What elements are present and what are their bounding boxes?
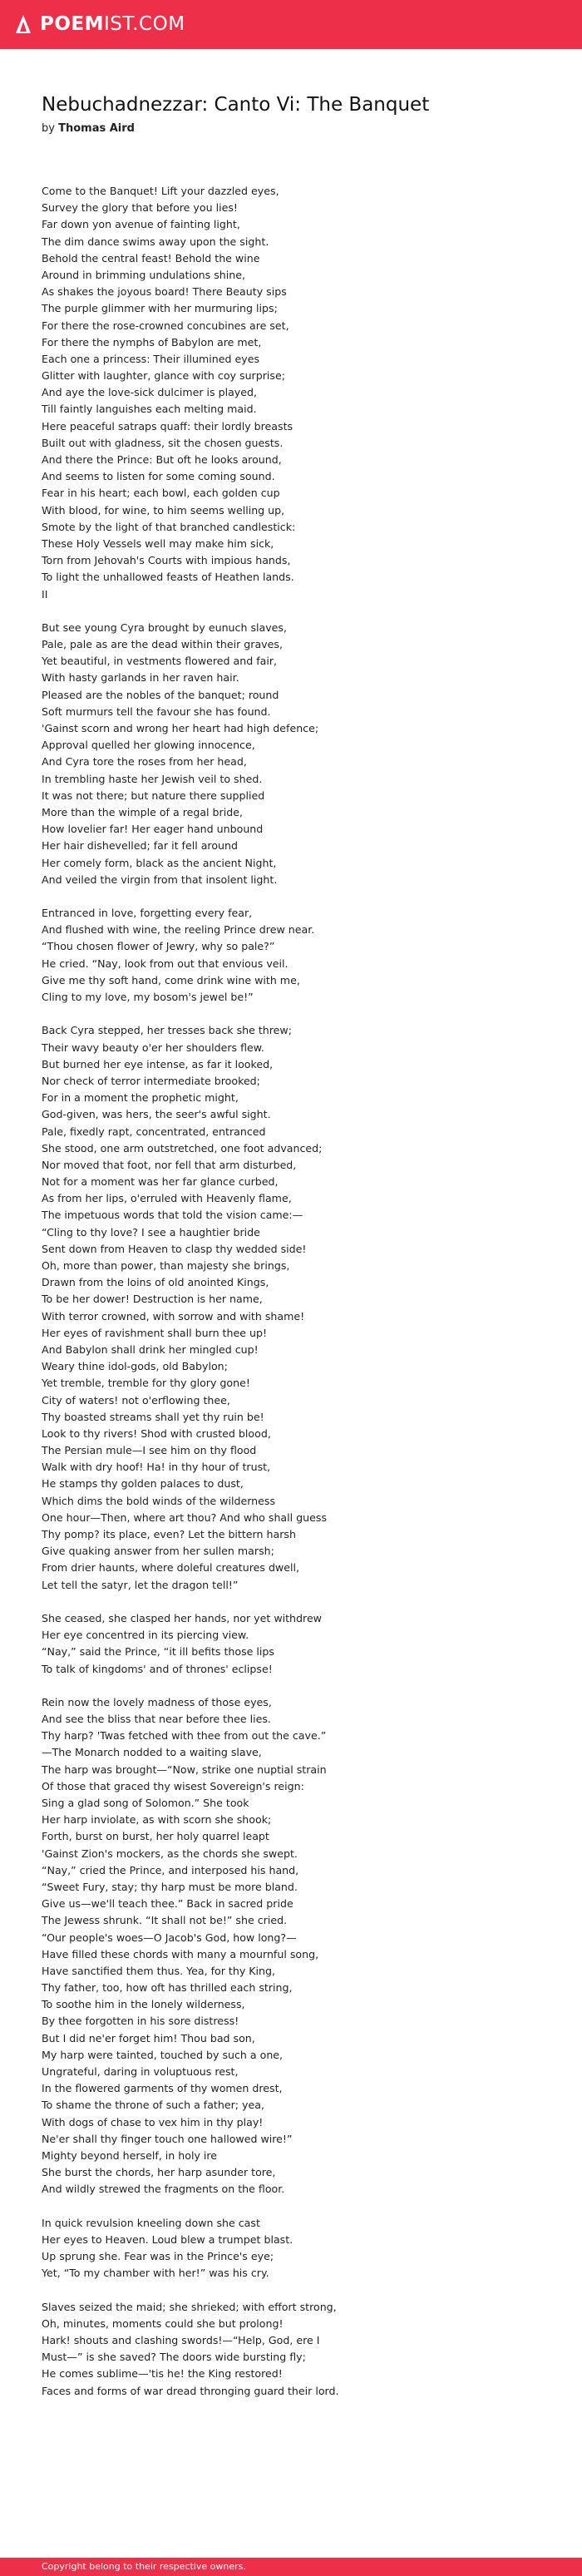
byline-prefix: by xyxy=(42,122,55,135)
poem-line: Sent down from Heaven to clasp thy wedded side! xyxy=(42,1242,307,1255)
poem-line: How lovelier far! Her eager hand unbound xyxy=(42,823,264,836)
poem-line: II xyxy=(42,587,48,601)
poem-line: Her eyes to Heaven. Loud blew a trumpet blast. xyxy=(42,2232,293,2246)
poem-line: Give us—we'll teach thee.” Back in sacred pride xyxy=(42,1897,293,1911)
poem-line: Of those that graced thy wisest Sovereign's reign: xyxy=(42,1779,304,1792)
poem-line: Thy father, too, how oft has thrilled each string, xyxy=(42,1981,293,1995)
poem-line: The Persian mule—I see him on thy flood xyxy=(42,1444,257,1457)
brand-bold: POEM xyxy=(40,13,105,35)
poem-line: Yet beautiful, in vestments flowered and fair, xyxy=(42,655,278,668)
poemist-logo-icon xyxy=(15,14,32,36)
poem-line: 'Gainst Zion's mockers, as the chords she swept. xyxy=(42,1847,298,1860)
poem-line: “Thou chosen flower of Jewry, why so pale?” xyxy=(42,940,275,953)
poem-line: Ungrateful, daring in voluptuous rest, xyxy=(42,2065,239,2078)
poem-line: Her eyes of ravishment shall burn thee up! xyxy=(42,1326,268,1339)
stanza-break xyxy=(42,2282,557,2298)
poem-line: Hark! shouts and clashing swords!—“Help, God, ere I xyxy=(42,2334,320,2346)
poem-line: Their wavy beauty o'er her shoulders flew. xyxy=(42,1041,264,1054)
poem-line: Yet, “To my chamber with her!” was his cry. xyxy=(42,2267,269,2280)
poem-line: And wildly strewed the fragments on the floor. xyxy=(42,2183,285,2196)
poem-line: He cried. “Nay, look from out that envious veil. xyxy=(42,957,289,970)
stanza-break xyxy=(42,1678,557,1694)
poem-line: To be her dower! Destruction is her name, xyxy=(42,1293,263,1306)
poem-line: Back Cyra stepped, her tresses back she threw; xyxy=(42,1024,292,1037)
poem-line: Pleased are the nobles of the banquet; round xyxy=(42,688,279,701)
poem-line: Drawn from the loins of old anointed Kings, xyxy=(42,1276,269,1289)
poem-line: Glitter with laughter, glance with coy surprise; xyxy=(42,369,285,383)
poem-line: Let tell the satyr, let the dragon tell!” xyxy=(42,1578,239,1591)
poem-line: Yet tremble, tremble for thy glory gone! xyxy=(42,1377,250,1390)
poem-line: Have filled these chords with many a mournful song, xyxy=(42,1947,319,1960)
poem-line: God-given, was hers, the seer's awful sight. xyxy=(42,1108,271,1121)
poem-line: And Cyra tore the roses from her head, xyxy=(42,755,247,769)
poem-line: The harp was brought—“Now, strike one nuptial strain xyxy=(42,1763,327,1776)
poem-line: To light the unhallowed feasts of Heathen lands. xyxy=(42,571,294,584)
poem-line: To shame the throne of such a father; yea, xyxy=(42,2099,264,2112)
stanza-break xyxy=(42,603,557,620)
poem-line: She stood, one arm outstretched, one foot advanced; xyxy=(42,1141,323,1155)
poem-line: “Nay,” cried the Prince, and interposed his hand, xyxy=(42,1863,299,1876)
poem-line: In the flowered garments of thy women drest, xyxy=(42,2082,283,2095)
poem-line: The purple glimmer with her murmuring lips; xyxy=(42,302,278,315)
poem-line: And veiled the virgin from that insolent light. xyxy=(42,873,278,886)
poem-line: In quick revulsion kneeling down she cast xyxy=(42,2216,260,2229)
poem-line: Her harp inviolate, as with scorn she shook; xyxy=(42,1813,272,1827)
poem-line: But burned her eye intense, as far it looked, xyxy=(42,1057,274,1070)
poem-line: And Babylon shall drink her mingled cup! xyxy=(42,1342,259,1356)
poem-line: But see young Cyra brought by eunuch slaves, xyxy=(42,621,287,634)
site-logo[interactable] xyxy=(15,0,185,49)
poem-line: Nor moved that foot, nor fell that arm disturbed, xyxy=(42,1158,297,1171)
poem-line: “Sweet Fury, stay; thy harp must be more bland. xyxy=(42,1880,298,1893)
poem-line: Mighty beyond herself, in holy ire xyxy=(42,2148,218,2162)
poem-line: With terror crowned, with sorrow and with shame! xyxy=(42,1309,305,1323)
poem-line: “Our people's woes—O Jacob's God, how long?— xyxy=(42,1931,297,1944)
poem-line: Give me thy soft hand, come drink wine with me, xyxy=(42,973,300,986)
poem-line: As shakes the joyous board! There Beauty sips xyxy=(42,285,287,299)
poem-line: And seems to listen for some coming sound. xyxy=(42,470,275,483)
poem-line: Thy harp? 'Twas fetched with thee from out the cave.” xyxy=(42,1729,327,1743)
poem-line: Thy pomp? its place, even? Let the bittern harsh xyxy=(42,1528,296,1540)
poem-line: The Jewess shrunk. “It shall not be!” she cried. xyxy=(42,1914,288,1927)
poem-line: For there the rose-crowned concubines are set, xyxy=(42,319,289,332)
poem-line: With blood, for wine, to him seems welling up, xyxy=(42,503,285,517)
poem-line: Forth, burst on burst, her holy quarrel leapt xyxy=(42,1830,269,1843)
poem-line: —The Monarch nodded to a waiting slave, xyxy=(42,1746,262,1759)
poem-line: With hasty garlands in her raven hair. xyxy=(42,671,239,685)
author-name[interactable]: Thomas Aird xyxy=(58,122,135,135)
poem-line: Must—” is she saved? The doors wide bursting fly; xyxy=(42,2351,306,2364)
poem-line: Smote by the light of that branched candlestick: xyxy=(42,520,296,533)
poem-line: Look to thy rivers! Shod with crusted blood, xyxy=(42,1426,271,1440)
poem-line: Oh, more than power, than majesty she brings, xyxy=(42,1259,290,1272)
poem-line: Her eye concentred in its piercing view. xyxy=(42,1629,249,1642)
poem-line: Walk with dry hoof! Ha! in thy hour of trust, xyxy=(42,1461,271,1474)
stanza-break xyxy=(42,1006,557,1022)
poem-line: By thee forgotten in his sore distress! xyxy=(42,2015,239,2028)
poem-line: Entranced in love, forgetting every fear, xyxy=(42,907,253,920)
poem-line: It was not there; but nature there supplied xyxy=(42,789,265,802)
poem-line: Survey the glory that before you lies! xyxy=(42,201,238,215)
poem-line: Come to the Banquet! Lift your dazzled eyes, xyxy=(42,185,279,197)
poem-line: 'Gainst scorn and wrong her heart had high defence; xyxy=(42,722,319,734)
copyright-notice: Copyright belong to their respective owners. xyxy=(42,2561,246,2572)
stanza-break xyxy=(42,2198,557,2215)
poem-line: Around in brimming undulations shine, xyxy=(42,268,245,281)
poem-line: And flushed with wine, the reeling Prince drew near. xyxy=(42,923,315,937)
poem-line: The impetuous words that told the vision came:— xyxy=(42,1209,303,1222)
poem-line: Here peaceful satraps quaff: their lordly breasts xyxy=(42,419,293,433)
poem-line: These Holy Vessels well may make him sick, xyxy=(42,536,274,550)
poem-line: My harp were tainted, touched by such a one, xyxy=(42,2048,284,2061)
poem-line: Pale, fixedly rapt, concentrated, entranced xyxy=(42,1125,266,1138)
poem-line: Which dims the bold winds of the wilderness xyxy=(42,1494,276,1507)
poem-line: Up sprung she. Fear was in the Prince's eye; xyxy=(42,2250,274,2263)
poem-line: Slaves seized the maid; she shrieked; with effort strong, xyxy=(42,2300,337,2313)
poem-line: He stamps thy golden palaces to dust, xyxy=(42,1477,244,1491)
poem-line: To soothe him in the lonely wilderness, xyxy=(42,1998,245,2011)
poem-body xyxy=(42,183,557,2400)
stanza-break xyxy=(42,888,557,905)
poem-title: Nebuchadnezzar: Canto Vi: The Banquet xyxy=(42,94,430,116)
site-brand xyxy=(40,15,185,34)
poem-line: Fear in his heart; each bowl, each golden cup xyxy=(42,487,280,500)
brand-light: IST.COM xyxy=(104,13,185,35)
poem-line: Pale, pale as are the dead within their graves, xyxy=(42,638,283,651)
stanza-break xyxy=(42,1594,557,1610)
poem-line: Till faintly languishes each melting maid. xyxy=(42,403,257,416)
poem-line: City of waters! not o'erflowing thee, xyxy=(42,1393,230,1407)
poem-line: Ne'er shall thy finger touch one hallowed wire!” xyxy=(42,2132,293,2145)
poem-line: With dogs of chase to vex him in thy play! xyxy=(42,2115,264,2129)
poem-line: He comes sublime—'tis he! the King restored! xyxy=(42,2367,283,2381)
poem-line: To talk of kingdoms' and of thrones' eclipse! xyxy=(42,1662,273,1675)
poem-line: For there the nymphs of Babylon are met, xyxy=(42,335,262,349)
site-footer xyxy=(0,2558,582,2576)
poem-line: In trembling haste her Jewish veil to shed. xyxy=(42,772,263,785)
poem-line: Rein now the lovely madness of those eyes, xyxy=(42,1695,272,1708)
poem-line: Approval quelled her glowing innocence, xyxy=(42,739,255,752)
poem-line: Far down yon avenue of fainting light, xyxy=(42,218,240,231)
poem-line: One hour—Then, where art thou? And who shall guess xyxy=(42,1510,328,1524)
poem-line: Her comely form, black as the ancient Night, xyxy=(42,856,277,869)
poem-line: For in a moment the prophetic might, xyxy=(42,1091,239,1105)
poem-line: Oh, minutes, moments could she but prolong! xyxy=(42,2316,284,2330)
poem-line: And see the bliss that near before thee lies. xyxy=(42,1713,271,1726)
poem-line: Soft murmurs tell the favour she has found. xyxy=(42,705,271,718)
poem-line: Thy boasted streams shall yet thy ruin be! xyxy=(42,1410,264,1423)
poem-line: And there the Prince: But oft he looks around, xyxy=(42,453,282,466)
poem-line: Weary thine idol-gods, old Babylon; xyxy=(42,1360,228,1373)
poem-line: And aye the love-sick dulcimer is played, xyxy=(42,386,257,399)
byline xyxy=(42,122,557,135)
poem-line: Cling to my love, my bosom's jewel be!” xyxy=(42,991,254,1003)
poem-line: As from her lips, o'erruled with Heavenly flame, xyxy=(42,1192,292,1205)
poem-line: The dim dance swims away upon the sight. xyxy=(42,235,269,248)
poem-line: Not for a moment was her far glance curbed, xyxy=(42,1175,279,1189)
poem-line: “Nay,” said the Prince, “it ill befits those lips xyxy=(42,1645,274,1659)
poem-line: Each one a princess: Their illumined eyes xyxy=(42,352,260,365)
poem-line: Torn from Jehovah's Courts with impious hands, xyxy=(42,554,291,567)
poem-line: She ceased, she clasped her hands, nor yet withdrew xyxy=(42,1611,322,1624)
site-header xyxy=(0,0,582,49)
poem-line: “Cling to thy love? I see a haughtier bride xyxy=(42,1225,260,1239)
poem-line: Built out with gladness, sit the chosen guests. xyxy=(42,436,284,449)
poem-line: Behold the central feast! Behold the wine xyxy=(42,251,260,265)
poem-line: Give quaking answer from her sullen marsh; xyxy=(42,1545,274,1558)
poem-line: Sing a glad song of Solomon.” She took xyxy=(42,1797,249,1809)
poem-line: Faces and forms of war dread thronging guard their lord. xyxy=(42,2384,339,2397)
poem-line: Have sanctified them thus. Yea, for thy King, xyxy=(42,1964,276,1977)
poem-line: From drier haunts, where doleful creatures dwell, xyxy=(42,1561,299,1575)
poem-line: Nor check of terror intermediate brooked; xyxy=(42,1074,260,1087)
poem-line: But I did ne'er forget him! Thou bad son, xyxy=(42,2031,255,2044)
poem-line: She burst the chords, her harp asunder tore, xyxy=(42,2166,276,2179)
poem-line: Her hair dishevelled; far it fell around xyxy=(42,839,238,853)
poem-line: More than the wimple of a regal bride, xyxy=(42,805,243,818)
